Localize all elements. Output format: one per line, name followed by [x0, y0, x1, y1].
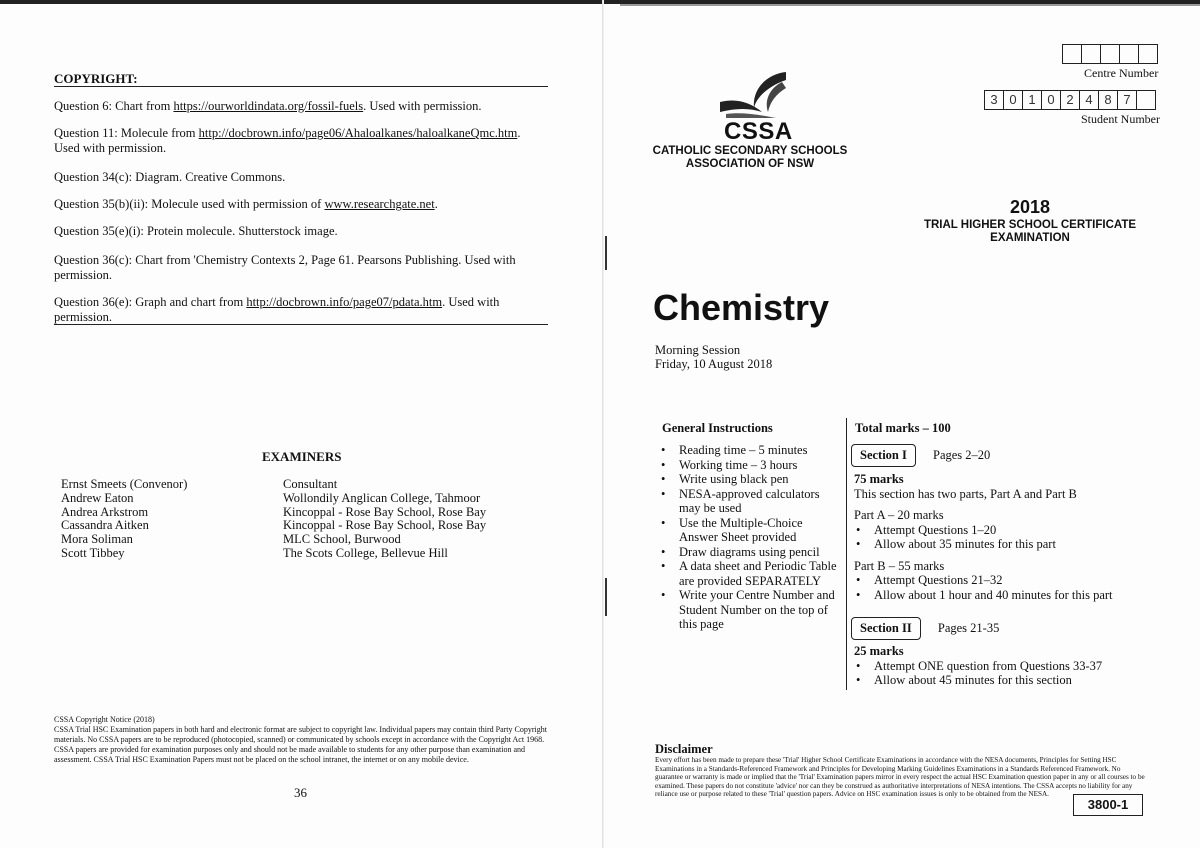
- examiner-row: [61, 492, 541, 506]
- general-instructions-heading: General Instructions: [662, 421, 773, 435]
- copyright-rule-bottom: [54, 324, 548, 325]
- copyright-item-link[interactable]: http://docbrown.info/page07/pdata.htm: [246, 295, 443, 309]
- copyright-item-text: Question 11: Molecule from: [54, 126, 199, 140]
- copyright-notice-body: CSSA Trial HSC Examination papers in both hard and electronic format are subject to copyright law. Individual papers may contain third Party Copyright materials. No CSSA papers are to be reproduced (photocopied, scanned) or communicated by schools except in accordance with the Copyright Act 1968. CSSA papers are provided for examination purposes only and should not be made available to students for any other purpose than examination and assessment. CSSA Trial HSC Examination Papers must not be placed on the school intranet, the internet or on any mobile device.: [54, 725, 547, 764]
- examiner-row: [61, 506, 541, 520]
- section1-marks: 75 marks: [854, 472, 904, 486]
- partA-item: • Attempt Questions 1–20: [854, 523, 1144, 538]
- examiners-heading: EXAMINERS: [262, 449, 342, 464]
- cssa-logo-text: CSSA: [724, 118, 793, 145]
- copyright-item-text: Question 35(b)(ii): Molecule used with permission of: [54, 197, 325, 211]
- top-edge-shadow: [620, 4, 1200, 6]
- instruction-item: • Reading time – 5 minutes: [659, 443, 843, 458]
- examiner-row: [61, 547, 541, 561]
- number-digit-box[interactable]: [1101, 45, 1120, 63]
- examiner-org: The Scots College, Bellevue Hill: [283, 545, 448, 560]
- number-digit-box[interactable]: 7: [1118, 91, 1137, 109]
- section2-item: • Attempt ONE question from Questions 33-37: [854, 659, 1144, 674]
- copyright-item: [54, 170, 548, 185]
- examiner-row: [61, 478, 541, 492]
- instruction-item: • A data sheet and Periodic Table are provided SEPARATELY: [659, 559, 843, 588]
- examiner-org: Consultant: [283, 477, 338, 491]
- session-name: Morning Session: [655, 343, 741, 357]
- instruction-item: • Draw diagrams using pencil: [659, 545, 843, 560]
- partB-title: Part B – 55 marks: [854, 558, 945, 573]
- copyright-item-suffix: .: [434, 197, 438, 211]
- examiner-org: MLC School, Burwood: [283, 532, 401, 547]
- copyright-item-link[interactable]: www.researchgate.net: [324, 197, 435, 211]
- session-info: [655, 343, 772, 371]
- section1-desc: This section has two parts, Part A and Part B: [854, 486, 1077, 501]
- student-number-boxes[interactable]: [984, 90, 1156, 110]
- instruction-item: • Write your Centre Number and Student Number on the top of this page: [659, 588, 843, 632]
- copyright-item-text: Question 34(c): Diagram. Creative Commons.: [54, 170, 286, 184]
- number-digit-box[interactable]: 3: [985, 91, 1004, 109]
- session-date: Friday, 10 August 2018: [655, 357, 773, 371]
- copyright-item-suffix: . Used with permission.: [54, 295, 500, 324]
- copyright-item-text: Question 36(e): Graph and chart from: [54, 295, 247, 309]
- copyright-item: [54, 295, 548, 325]
- examiner-row: [61, 533, 541, 547]
- partA-item: • Allow about 35 minutes for this part: [854, 537, 1144, 552]
- number-digit-box[interactable]: 8: [1099, 91, 1118, 109]
- partA-title: Part A – 20 marks: [854, 508, 944, 522]
- copyright-item: [54, 197, 548, 212]
- section2-marks: 25 marks: [854, 644, 904, 658]
- section1-pages: Pages 2–20: [933, 448, 991, 462]
- partB-item: • Allow about 1 hour and 40 minutes for this part: [854, 588, 1144, 603]
- student-number-label: Student Number: [1081, 112, 1160, 126]
- section2-label: Section II: [851, 617, 921, 640]
- examiner-name: Ernst Smeets (Convenor): [61, 477, 188, 491]
- examiners-list: [61, 478, 541, 561]
- number-digit-box[interactable]: [1063, 45, 1082, 63]
- centre-number-boxes[interactable]: [1062, 44, 1158, 64]
- section1-header: [851, 444, 990, 467]
- copyright-item-text: Question 6: Chart from: [54, 99, 174, 113]
- centre-number-label: Centre Number: [1084, 66, 1159, 80]
- disclaimer-heading: Disclaimer: [655, 742, 713, 756]
- instructions-divider: [846, 418, 847, 690]
- section1-body: [854, 472, 1144, 602]
- number-digit-box[interactable]: [1120, 45, 1139, 63]
- partA-list: [854, 523, 1144, 552]
- org-name: [650, 145, 850, 171]
- copyright-rule-top: [54, 86, 548, 87]
- exam-title-line2: EXAMINATION: [990, 232, 1070, 244]
- total-marks: Total marks – 100: [855, 421, 951, 435]
- instruction-item: • Working time – 3 hours: [659, 458, 843, 473]
- number-digit-box[interactable]: 0: [1004, 91, 1023, 109]
- section1-label: Section I: [851, 444, 916, 467]
- general-instructions-list: [659, 443, 843, 632]
- examiner-name: Scott Tibbey: [61, 545, 125, 560]
- margin-tick-top: [605, 236, 607, 270]
- copyright-item: [54, 126, 548, 156]
- number-digit-box[interactable]: 1: [1023, 91, 1042, 109]
- section2-pages: Pages 21-35: [937, 621, 1000, 635]
- copyright-item: [54, 224, 548, 239]
- copyright-item-text: Question 36(c): Chart from 'Chemistry Contexts 2, Page 61. Pearsons Publishing. Used with permission.: [54, 253, 516, 282]
- copyright-item: [54, 253, 548, 283]
- number-digit-box[interactable]: [1137, 91, 1155, 109]
- paper-code: 3800-1: [1073, 794, 1143, 816]
- exam-title-block: [900, 197, 1160, 245]
- examiner-row: [61, 519, 541, 533]
- copyright-notice: [54, 715, 549, 765]
- number-digit-box[interactable]: [1082, 45, 1101, 63]
- examiner-name: Andrea Arkstrom: [61, 504, 149, 519]
- section2-body: [854, 644, 1144, 688]
- page-number: 36: [294, 785, 307, 800]
- booklet-fold: [602, 0, 604, 848]
- copyright-item-suffix: . Used with permission.: [54, 126, 521, 155]
- copyright-item-link[interactable]: http://docbrown.info/page06/Ahaloalkanes/haloalkaneQmc.htm: [198, 126, 518, 140]
- cssa-logo-icon: [716, 68, 792, 120]
- instruction-item: • NESA-approved calculators may be used: [659, 487, 843, 516]
- copyright-item-link[interactable]: https://ourworldindata.org/fossil-fuels: [173, 99, 364, 113]
- exam-year: 2018: [1009, 197, 1051, 217]
- section2-header: [851, 617, 999, 640]
- section2-list: [854, 659, 1144, 688]
- exam-title-line1: TRIAL HIGHER SCHOOL CERTIFICATE: [923, 219, 1137, 231]
- examiner-name: Andrew Eaton: [61, 490, 134, 505]
- number-digit-box[interactable]: 4: [1080, 91, 1099, 109]
- copyright-item: [54, 99, 548, 114]
- copyright-heading: COPYRIGHT:: [54, 71, 138, 86]
- instruction-item: • Write using black pen: [659, 472, 843, 487]
- examiner-name: Mora Soliman: [61, 532, 133, 547]
- examiner-org: Kincoppal - Rose Bay School, Rose Bay: [283, 518, 487, 533]
- copyright-item-suffix: . Used with permission.: [363, 99, 482, 113]
- examiner-org: Kincoppal - Rose Bay School, Rose Bay: [283, 504, 487, 519]
- copyright-notice-title: CSSA Copyright Notice (2018): [54, 715, 155, 724]
- examiner-org: Wollondily Anglican College, Tahmoor: [283, 490, 481, 505]
- number-digit-box[interactable]: [1139, 45, 1157, 63]
- instruction-item: • Use the Multiple-Choice Answer Sheet provided: [659, 516, 843, 545]
- subject-title: Chemistry: [653, 287, 830, 328]
- margin-tick-bottom: [605, 578, 607, 616]
- partB-list: [854, 573, 1144, 602]
- number-digit-box[interactable]: 2: [1061, 91, 1080, 109]
- copyright-item-text: Question 35(e)(i): Protein molecule. Shutterstock image.: [54, 224, 338, 238]
- copyright-list: [54, 99, 548, 325]
- org-name-line1: CATHOLIC SECONDARY SCHOOLS: [652, 145, 848, 157]
- org-name-line2: ASSOCIATION OF NSW: [685, 158, 815, 170]
- section2-item: • Allow about 45 minutes for this section: [854, 673, 1144, 688]
- partB-item: • Attempt Questions 21–32: [854, 573, 1144, 588]
- examiner-name: Cassandra Aitken: [61, 518, 149, 533]
- disclaimer-body: Every effort has been made to prepare these 'Trial' Higher School Certificate Examinations in accordance with the NESA documents, Principles for Setting HSC Examinations in a Standards-Referenced Framework and Principles for Developing Marking Guidelines Examinations in a Standards Referenced Framework. No guarantee or warranty is made or implied that the 'Trial' Examination papers mirror in every respect the actual HSC Examination question paper in any or all courses to be examined. These papers do not constitute 'advice' nor can they be construed as authoritative interpretations of NESA intentions. The CSSA accepts no liability for any reliance use or purpose related to these 'Trial' question papers. Advice on HSC examination issues is only to be obtained from the NESA.: [655, 756, 1145, 799]
- number-digit-box[interactable]: 0: [1042, 91, 1061, 109]
